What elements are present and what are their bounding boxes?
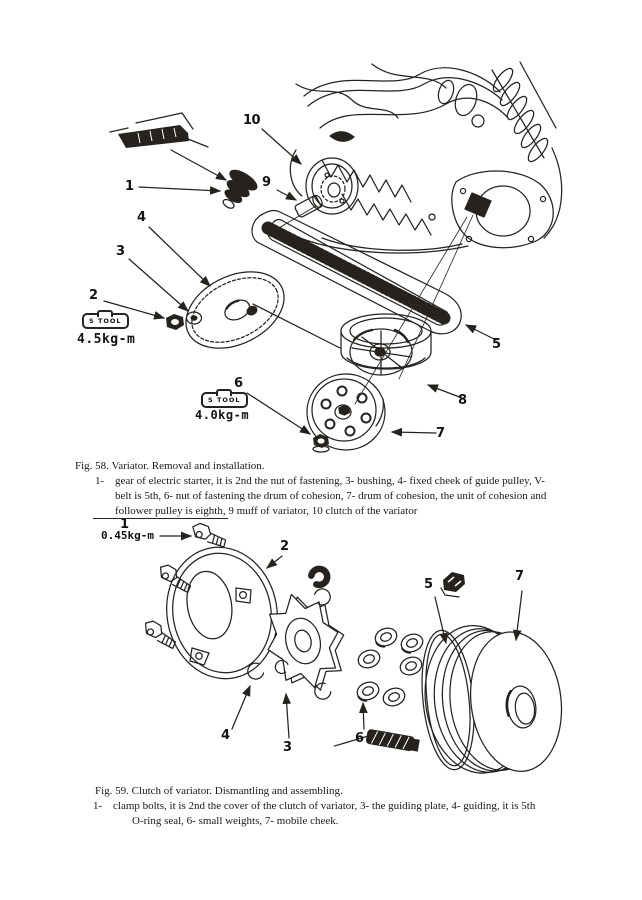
washer-part [187, 312, 202, 324]
special-tool-badge-label: S TOOL [89, 317, 122, 325]
clamp-bolt-1 [190, 522, 228, 547]
fig58-callout-9: 9 [262, 175, 271, 190]
fig58-caption-body [95, 474, 546, 519]
fig59-caption-line: clamp bolts, it is 2nd the cover of the clutch of variator, 3- the guiding plate, 4- guiding, it is 5th [113, 800, 536, 812]
fig58-callout-6: 6 [234, 376, 243, 391]
fig59-callout-3: 3 [283, 740, 292, 755]
special-tool-badge-label: S TOOL [208, 396, 241, 404]
fig58-caption-marker: 1- [95, 475, 105, 487]
fig59-callout-5: 5 [424, 577, 433, 592]
fig59-callout-arrows [160, 536, 522, 738]
fig58-callout-arrows [104, 129, 496, 434]
small-weights [355, 625, 425, 708]
fig59-caption-line: O-ring seal, 6- small weights, 7- mobile cheek. [132, 815, 339, 827]
special-tool-badge-lower [201, 392, 248, 408]
special-tool-badge-upper [82, 313, 129, 329]
v-belt [252, 211, 461, 334]
fig58-caption-line: gear of electric starter, it is 2nd the nut of fastening, 3- bushing, 4- fixed cheek of guide pulley, V- [115, 475, 545, 487]
fig58-callout-4: 4 [137, 210, 146, 225]
torque-label-upper: 4.5kg-m [77, 332, 136, 347]
fig59-caption-title: Fig. 59. Clutch of variator. Dismantling and assembling. [95, 785, 343, 797]
fig58-callout-7: 7 [436, 426, 445, 441]
fig58-caption-line: belt is 5th, 6- nut of fastening the drum of cohesion, 7- drum of cohesion, the unit of cohesion and [115, 490, 547, 502]
engine-assembly [290, 62, 561, 404]
fig59-callout-7: 7 [515, 569, 524, 584]
torque-label-clutch: 0.45kg-m [101, 529, 154, 542]
guiding-plate [256, 585, 355, 701]
clutch-cover [156, 538, 287, 687]
torque-label-lower: 4.0kg-m [195, 408, 250, 422]
caption-underline [93, 518, 228, 519]
fig58-callout-3: 3 [116, 244, 125, 259]
sealant-tube-icon [334, 723, 420, 760]
fastening-nut-part [313, 434, 329, 452]
nut-part [166, 314, 184, 330]
grease-gun-icon [110, 113, 208, 148]
fig58-callout-2: 2 [89, 288, 98, 303]
mobile-cheek [417, 616, 569, 782]
fig58-callout-10: 10 [243, 113, 261, 128]
fig58-caption-title: Fig. 58. Variator. Removal and installation. [75, 460, 265, 472]
fixed-cheek-disc [173, 257, 296, 364]
fig58-callout-8: 8 [458, 393, 467, 408]
fig58-caption-line: follower pulley is eighth, 9 muff of variator, 10 clutch of the variator [115, 505, 418, 517]
fig59-callout-4: 4 [221, 728, 230, 743]
fig59-callout-2: 2 [280, 539, 289, 554]
fig59-callout-6: 6 [355, 731, 364, 746]
fig59-caption-marker: 1- [93, 800, 103, 812]
fig59-callout-1: 1 [120, 517, 129, 532]
badge-tab [97, 310, 113, 317]
cohesion-unit-drum [341, 314, 431, 375]
fig58-illustration [104, 62, 562, 452]
axis-line [253, 304, 340, 348]
fig58-callout-1: 1 [125, 179, 134, 194]
bushing-part [294, 194, 324, 218]
fig58-callout-5: 5 [492, 337, 501, 352]
damper-block [441, 572, 465, 597]
badge-tab [216, 389, 232, 396]
fig59-caption-body [93, 799, 535, 829]
